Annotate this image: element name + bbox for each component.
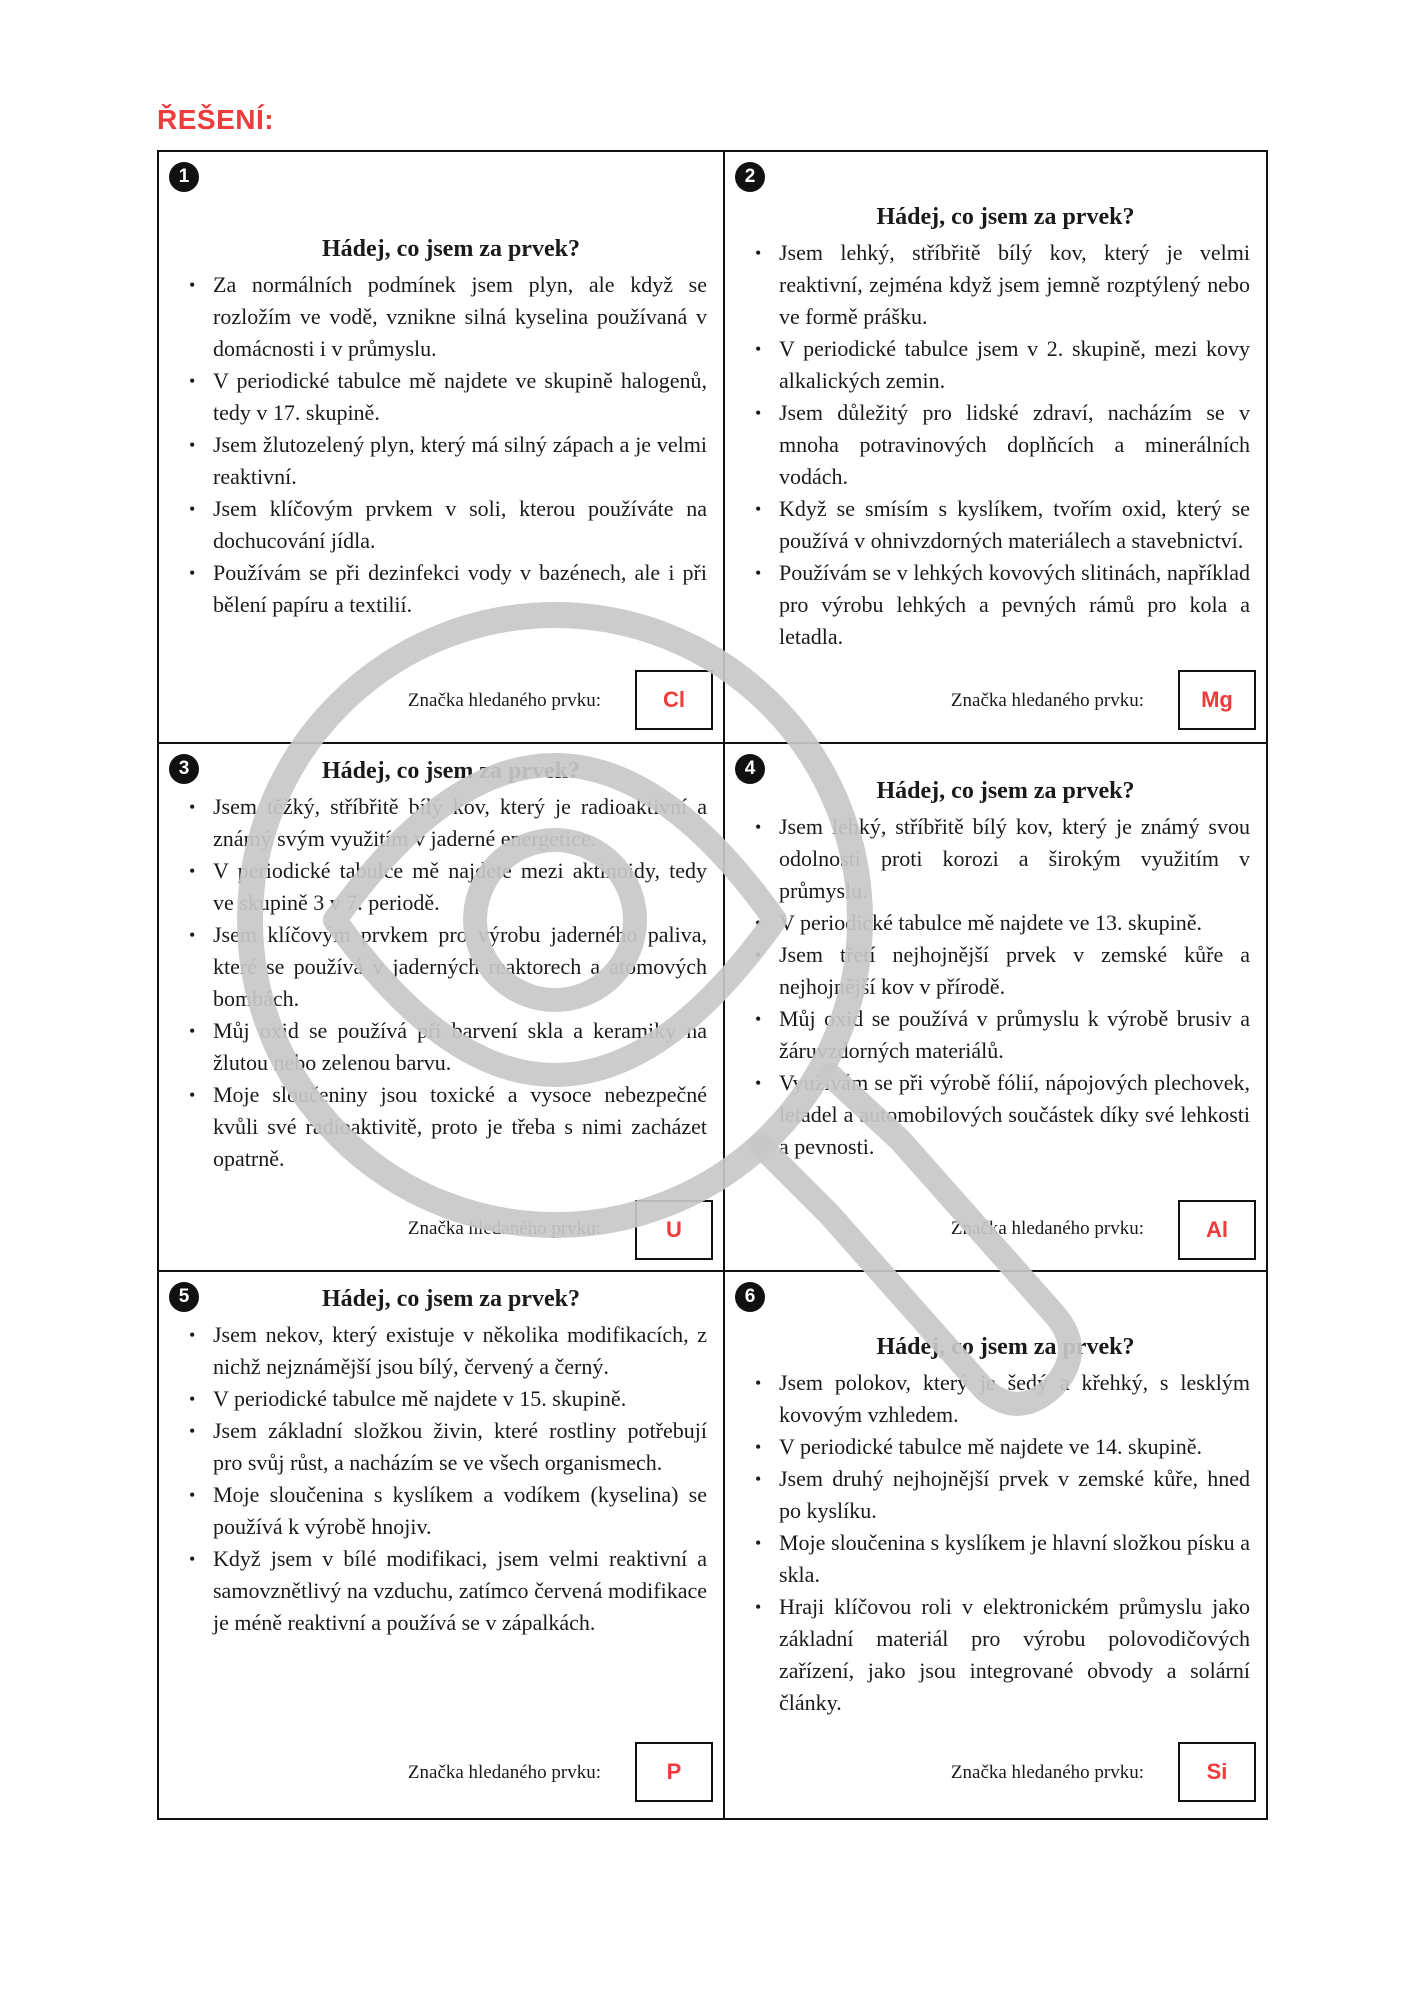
answer-box: Mg — [1178, 670, 1256, 730]
answer-label: Značka hledaného prvku: — [407, 1218, 601, 1239]
clue-item: • Jsem žlutozelený plyn, který má silný zápach a je velmi reaktivní. — [187, 429, 707, 493]
page-heading: ŘEŠENÍ: — [157, 104, 275, 135]
riddle-card-1 — [159, 152, 723, 742]
clue-item: • Jsem lehký, stříbřitě bílý kov, který je velmi reaktivní, zejména když jsem jemně rozptýlený nebo ve formě prášku. — [753, 237, 1250, 333]
riddle-card-3 — [159, 742, 723, 1270]
clue-item: • Jsem klíčovým prvkem pro výrobu jaderného paliva, které se používá v jaderných reaktorech a atomových bombách. — [187, 919, 707, 1015]
clue-item: • Jsem polokov, který je šedý a křehký, s lesklým kovovým vzhledem. — [753, 1367, 1250, 1431]
clue-item: • Jsem třetí nejhojnější prvek v zemské kůře a nejhojnější kov v přírodě. — [753, 939, 1250, 1003]
clue-item: • Moje sloučenina s kyslíkem a vodíkem (kyselina) se používá k výrobě hnojiv. — [187, 1479, 707, 1543]
card-title: Hádej, co jsem za prvek? — [876, 1334, 1135, 1360]
card-title: Hádej, co jsem za prvek? — [322, 236, 580, 262]
answer-box: Cl — [635, 670, 713, 730]
card-title: Hádej, co jsem za prvek? — [876, 778, 1135, 804]
clue-item: • Používám se při dezinfekci vody v bazénech, ale i při bělení papíru a textilií. — [187, 557, 707, 621]
clue-item: • Za normálních podmínek jsem plyn, ale když se rozložím ve vodě, vznikne silná kyselina používaná v domácnosti i v průmyslu. — [187, 269, 707, 365]
riddle-card-4 — [723, 742, 1266, 1270]
clue-item: • Jsem klíčovým prvkem v soli, kterou používáte na dochucování jídla. — [187, 493, 707, 557]
card-number-badge: 1 — [169, 162, 199, 192]
clue-item: • V periodické tabulce mě najdete v 15. skupině. — [187, 1383, 707, 1415]
clue-item: • V periodické tabulce mě najdete ve 14. skupině. — [753, 1431, 1250, 1463]
clue-list — [159, 791, 723, 1175]
answer-box: U — [635, 1200, 713, 1260]
card-number-badge: 4 — [735, 754, 765, 784]
clue-item: • Využívám se při výrobě fólií, nápojových plechovek, letadel a automobilových součástek díky své lehkosti a pevnosti. — [753, 1067, 1250, 1163]
riddle-card-2 — [723, 152, 1266, 742]
clue-list — [725, 811, 1266, 1163]
answer-label: Značka hledaného prvku: — [950, 1762, 1144, 1783]
clue-item: • Když jsem v bílé modifikaci, jsem velmi reaktivní a samovznětlivý na vzduchu, zatímco červená modifikace je méně reaktivní a používá se v zápalkách. — [187, 1543, 707, 1639]
clue-list — [725, 1367, 1266, 1719]
clue-list — [159, 269, 723, 621]
card-title: Hádej, co jsem za prvek? — [876, 204, 1135, 230]
riddle-grid — [157, 150, 1268, 1820]
clue-item: • V periodické tabulce mě najdete ve 13. skupině. — [753, 907, 1250, 939]
clue-item: • Jsem těžký, stříbřitě bílý kov, který je radioaktivní a známý svým využitím v jaderné energetice. — [187, 791, 707, 855]
card-number-badge: 2 — [735, 162, 765, 192]
clue-item: • Moje sloučeniny jsou toxické a vysoce nebezpečné kvůli své radioaktivitě, proto je třeba s nimi zacházet opatrně. — [187, 1079, 707, 1175]
answer-label: Značka hledaného prvku: — [407, 1762, 601, 1783]
card-title: Hádej, co jsem za prvek? — [322, 758, 580, 784]
answer-label: Značka hledaného prvku: — [950, 690, 1144, 711]
answer-box: Al — [1178, 1200, 1256, 1260]
riddle-card-5 — [159, 1270, 723, 1818]
card-title: Hádej, co jsem za prvek? — [322, 1286, 580, 1312]
clue-item: • Jsem základní složkou živin, které rostliny potřebují pro svůj růst, a nacházím se ve všech organismech. — [187, 1415, 707, 1479]
riddle-card-6 — [723, 1270, 1266, 1818]
clue-item: • Hraji klíčovou roli v elektronickém průmyslu jako základní materiál pro výrobu polovodičových zařízení, jako jsou integrované obvody a solární články. — [753, 1591, 1250, 1719]
clue-item: • V periodické tabulce jsem v 2. skupině, mezi kovy alkalických zemin. — [753, 333, 1250, 397]
clue-item: • Když se smísím s kyslíkem, tvořím oxid, který se používá v ohnivzdorných materiálech a stavebnictví. — [753, 493, 1250, 557]
clue-list — [159, 1319, 723, 1639]
clue-item: • V periodické tabulce mě najdete mezi aktinoidy, tedy ve skupině 3 v 7. periodě. — [187, 855, 707, 919]
answer-label: Značka hledaného prvku: — [407, 690, 601, 711]
clue-item: • Jsem nekov, který existuje v několika modifikacích, z nichž nejznámější jsou bílý, červený a černý. — [187, 1319, 707, 1383]
clue-item: • Jsem druhý nejhojnější prvek v zemské kůře, hned po kyslíku. — [753, 1463, 1250, 1527]
clue-item: • Můj oxid se používá v průmyslu k výrobě brusiv a žáruvzdorných materiálů. — [753, 1003, 1250, 1067]
clue-list — [725, 237, 1266, 653]
clue-item: • Moje sloučenina s kyslíkem je hlavní složkou písku a skla. — [753, 1527, 1250, 1591]
answer-label: Značka hledaného prvku: — [950, 1218, 1144, 1239]
card-number-badge: 3 — [169, 754, 199, 784]
clue-item: • Můj oxid se používá při barvení skla a keramiky na žlutou nebo zelenou barvu. — [187, 1015, 707, 1079]
clue-item: • Používám se v lehkých kovových slitinách, například pro výrobu lehkých a pevných rámů pro kola a letadla. — [753, 557, 1250, 653]
card-number-badge: 6 — [735, 1282, 765, 1312]
card-number-badge: 5 — [169, 1282, 199, 1312]
clue-item: • Jsem lehký, stříbřitě bílý kov, který je známý svou odolností proti korozi a širokým využitím v průmyslu. — [753, 811, 1250, 907]
answer-box: Si — [1178, 1742, 1256, 1802]
clue-item: • Jsem důležitý pro lidské zdraví, nacházím se v mnoha potravinových doplňcích a minerálních vodách. — [753, 397, 1250, 493]
answer-box: P — [635, 1742, 713, 1802]
clue-item: • V periodické tabulce mě najdete ve skupině halogenů, tedy v 17. skupině. — [187, 365, 707, 429]
